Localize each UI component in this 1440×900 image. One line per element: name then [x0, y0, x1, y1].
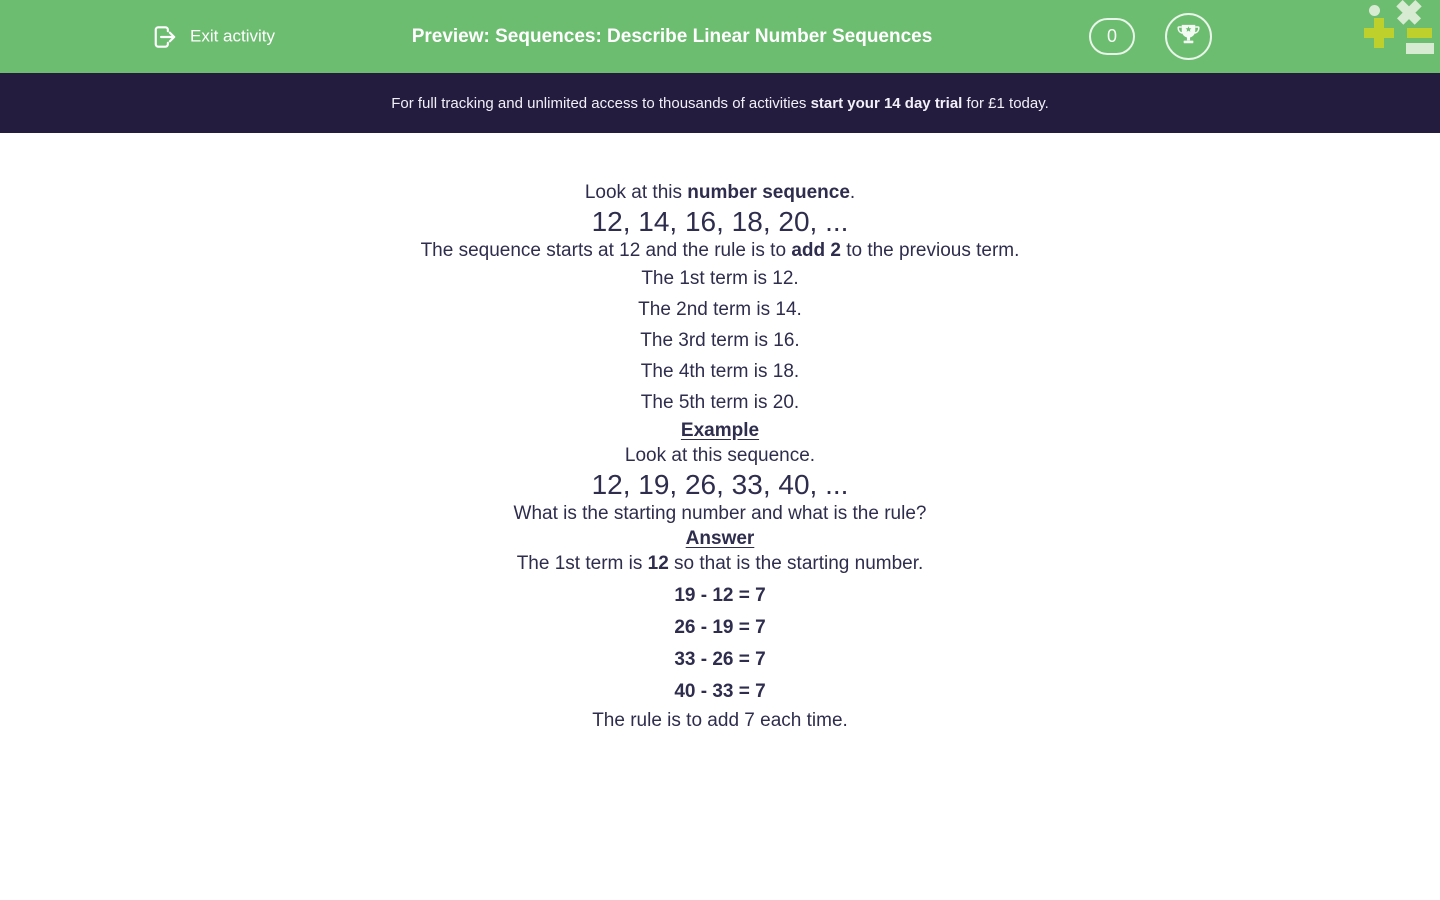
- example-intro: Look at this sequence.: [624, 445, 816, 466]
- terms-list: [0, 263, 1440, 418]
- intro-bold: number sequence: [687, 182, 850, 203]
- dot-icon: [1369, 5, 1380, 16]
- example-question: What is the starting number and what is the rule?: [513, 503, 927, 524]
- trial-banner-text: [391, 95, 1049, 112]
- equation-line: 26 - 19 = 7: [674, 617, 766, 638]
- equations-list: [0, 580, 1440, 708]
- edplace-logo: [1364, 2, 1436, 60]
- answer-suffix: so that is the starting number.: [668, 553, 924, 574]
- term-line: The 1st term is 12.: [641, 268, 799, 289]
- example-heading: Example: [680, 420, 760, 441]
- rule-prefix: The sequence starts at 12 and the rule is to: [420, 240, 792, 261]
- trial-banner: [0, 73, 1440, 133]
- sequence-2: 12, 19, 26, 33, 40, ...: [591, 469, 849, 500]
- answer-rule-line-clipped: The rule is to add 7 each time.: [592, 710, 848, 731]
- activity-content: [0, 133, 1440, 733]
- equation-line: 19 - 12 = 7: [674, 585, 766, 606]
- equals-icon-bottom-bar: [1406, 43, 1434, 54]
- rule-line: [0, 238, 1440, 263]
- header-bar: [0, 0, 1440, 73]
- term-line: The 3rd term is 16.: [640, 330, 800, 351]
- answer-line-1: [0, 551, 1440, 576]
- plus-icon: [1364, 18, 1394, 48]
- sequence-1: 12, 14, 16, 18, 20, ...: [591, 206, 849, 237]
- intro-line: [0, 180, 1440, 205]
- exit-icon: [148, 21, 179, 52]
- trial-link[interactable]: start your 14 day trial: [810, 94, 963, 112]
- trial-text-prefix: For full tracking and unlimited access to thousands of activities: [391, 94, 811, 112]
- answer-bold: 12: [647, 553, 669, 574]
- term-line: The 4th term is 18.: [640, 361, 800, 382]
- answer-heading: Answer: [685, 528, 755, 549]
- multiply-icon: [1391, 0, 1428, 30]
- equals-icon-top-bar: [1407, 28, 1432, 38]
- intro-suffix: .: [849, 182, 856, 203]
- trial-text-suffix: for £1 today.: [962, 94, 1049, 112]
- score-pill: [1089, 18, 1135, 55]
- page-title: Preview: Sequences: Describe Linear Number Sequences: [411, 25, 933, 47]
- exit-label: Exit activity: [190, 26, 276, 46]
- exit-activity-button[interactable]: [148, 21, 275, 52]
- rule-suffix: to the previous term.: [840, 240, 1020, 261]
- equation-line: 33 - 26 = 7: [674, 649, 766, 670]
- rule-bold: add 2: [791, 240, 841, 261]
- term-line: The 5th term is 20.: [640, 392, 800, 413]
- trophy-icon: [1175, 21, 1202, 53]
- intro-prefix: Look at this: [584, 182, 688, 203]
- term-line: The 2nd term is 14.: [638, 299, 802, 320]
- equation-line: 40 - 33 = 7: [674, 681, 766, 702]
- answer-prefix: The 1st term is: [516, 553, 648, 574]
- score-value: 0: [1106, 26, 1117, 46]
- trophy-button[interactable]: [1165, 13, 1212, 60]
